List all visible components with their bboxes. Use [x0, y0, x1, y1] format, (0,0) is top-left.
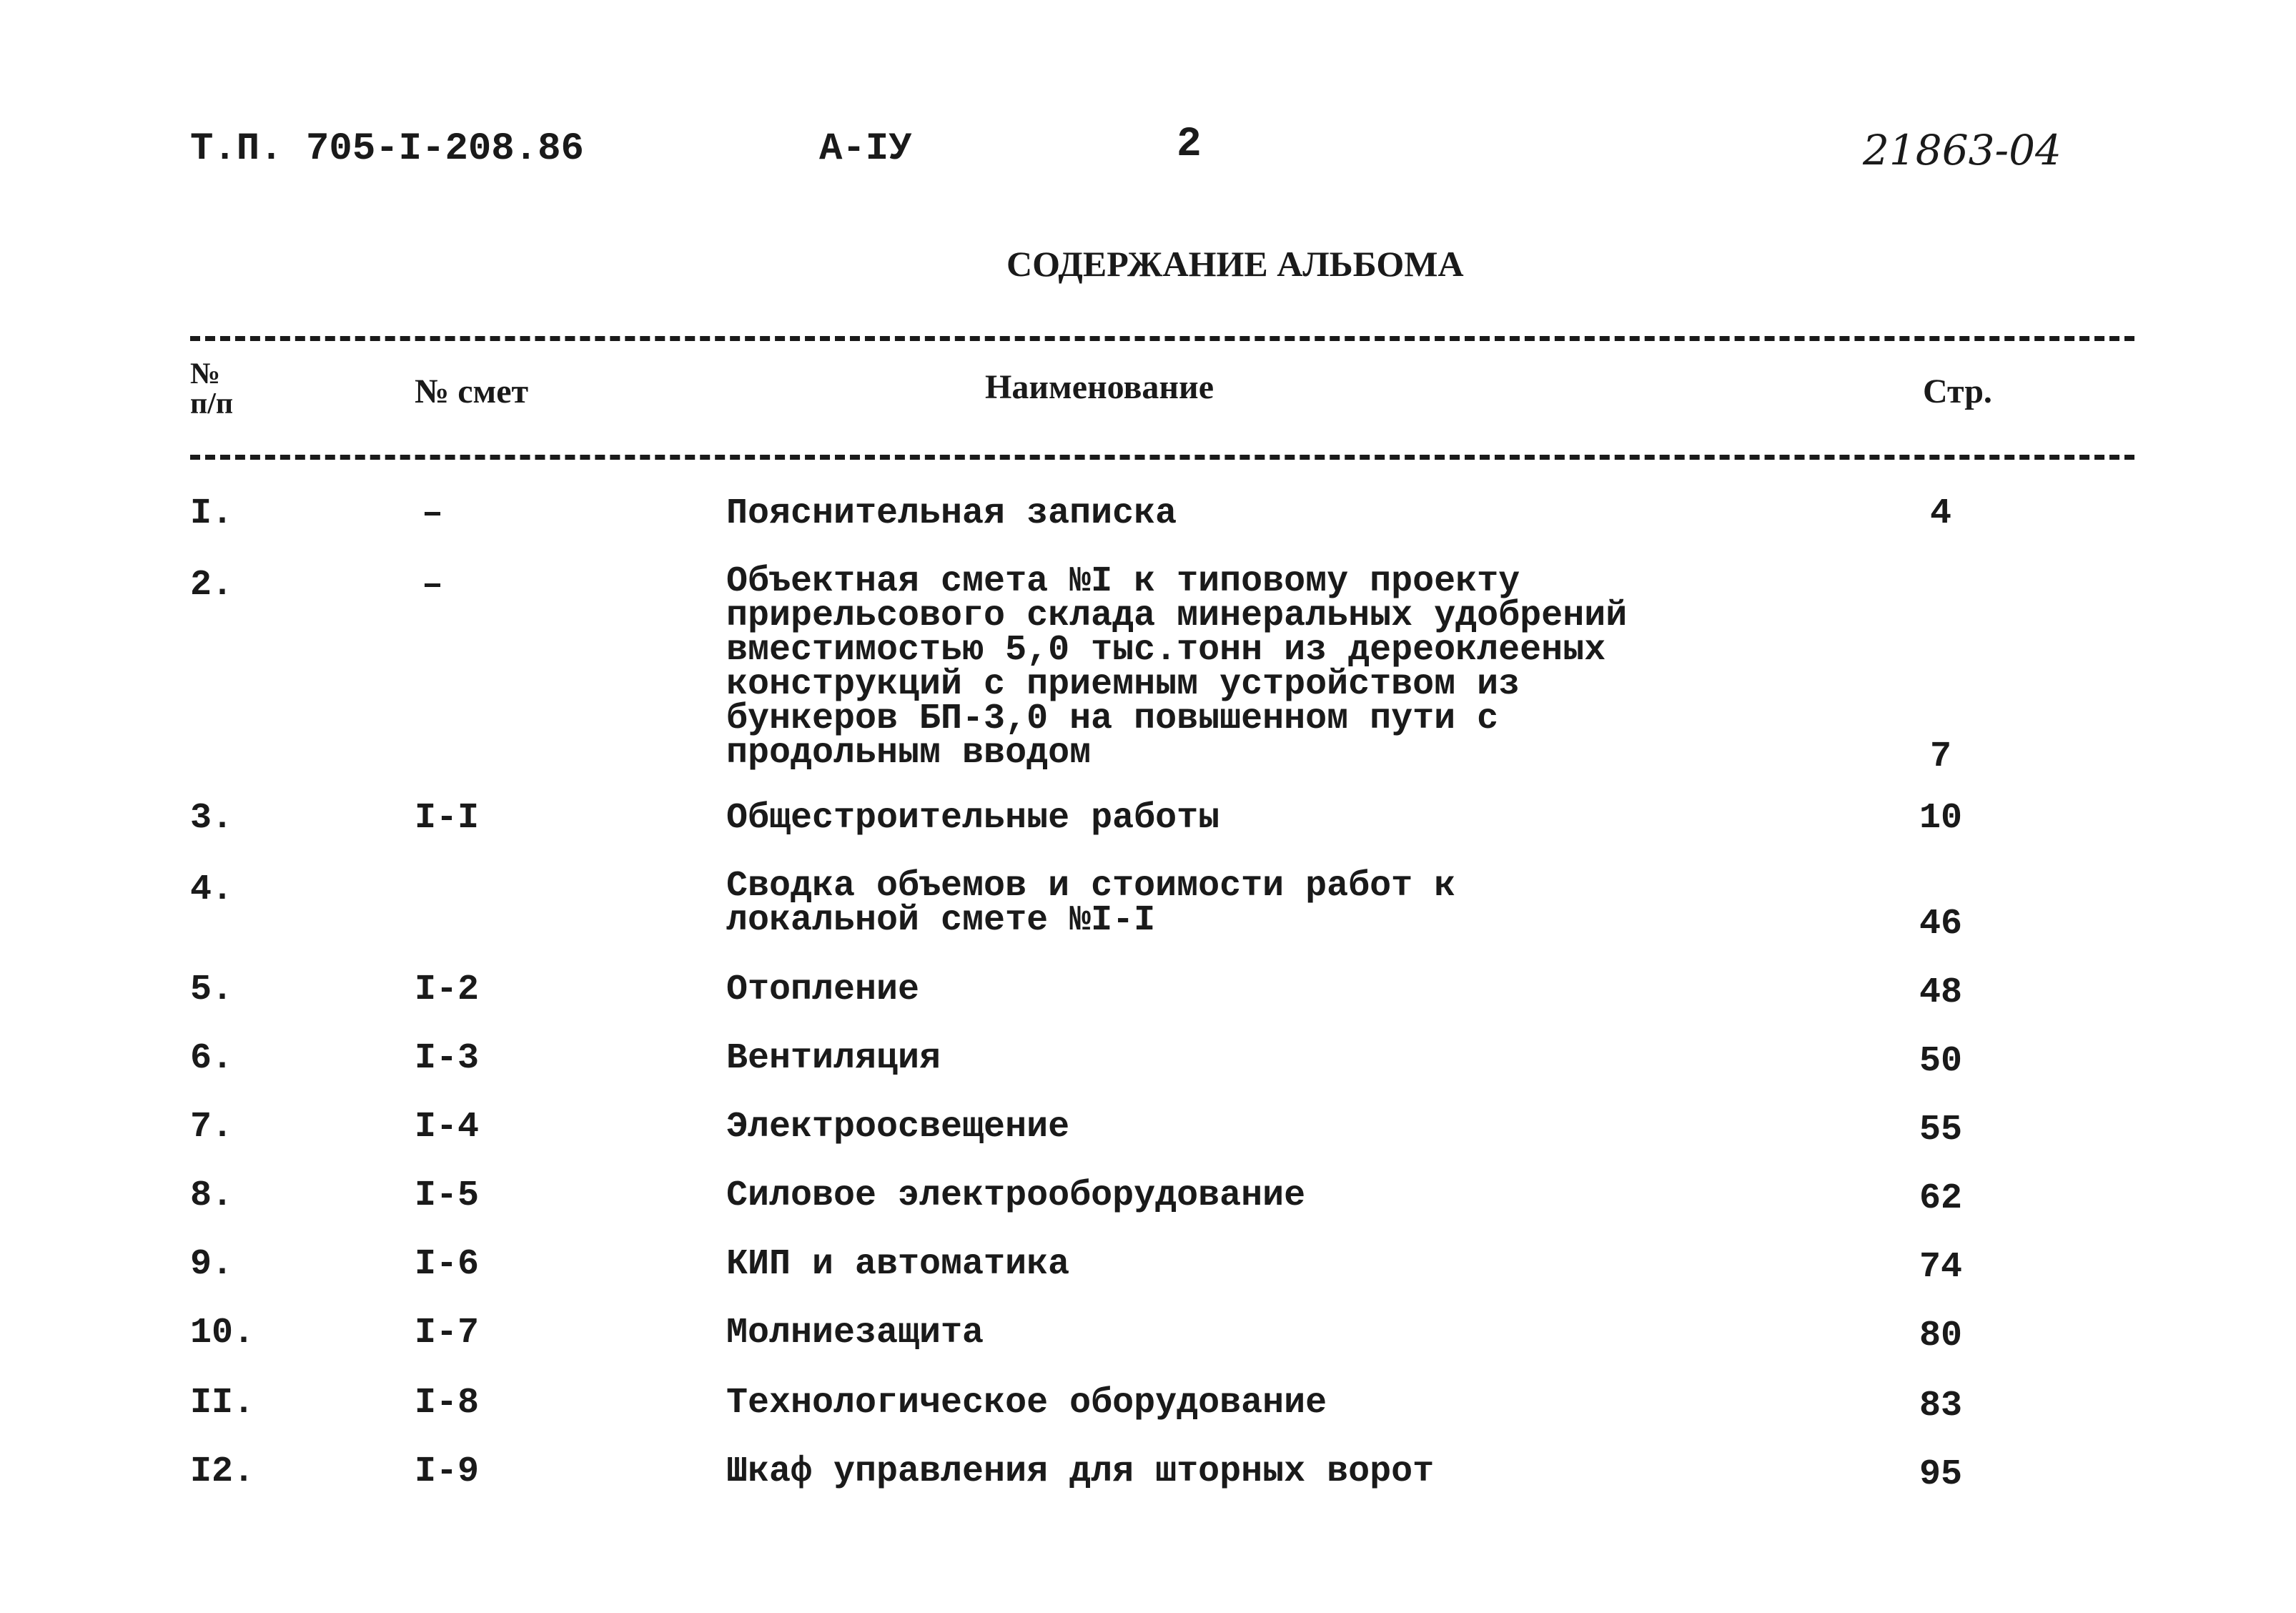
- row-page: 95: [1919, 1454, 1962, 1495]
- row-smeta: I-8: [415, 1383, 480, 1424]
- row-page: 48: [1919, 972, 1962, 1013]
- column-header-name: Наименование: [985, 368, 1214, 406]
- row-num: II.: [190, 1383, 255, 1424]
- row-name: Отопление: [726, 970, 920, 1010]
- column-header-num: № п/п: [190, 357, 234, 420]
- row-name: Общестроительные работы: [726, 798, 1220, 839]
- row-smeta: I-2: [415, 970, 480, 1010]
- row-num: 5.: [190, 970, 234, 1010]
- row-page: 7: [1929, 736, 1951, 777]
- row-num: 8.: [190, 1175, 234, 1216]
- column-header-page: Стр.: [1923, 373, 1992, 410]
- row-page: 4: [1929, 493, 1951, 534]
- page-number: 2: [1177, 122, 1202, 168]
- row-page: 46: [1919, 904, 1962, 944]
- row-smeta: I-I: [415, 798, 480, 839]
- row-page: 10: [1919, 798, 1962, 839]
- row-num: I2.: [190, 1451, 255, 1492]
- row-name: Сводка объемов и стоимости работ к локальной смете №I-I: [726, 866, 1456, 941]
- row-smeta: I-6: [415, 1244, 480, 1285]
- row-name: Электроосвещение: [726, 1107, 1070, 1148]
- row-page: 50: [1919, 1041, 1962, 1082]
- row-smeta: I-3: [415, 1038, 480, 1079]
- row-num: 6.: [190, 1038, 234, 1079]
- row-num: 2.: [190, 565, 234, 606]
- row-name: КИП и автоматика: [726, 1244, 1070, 1285]
- column-header-smeta: № смет: [415, 373, 529, 410]
- table-header-divider: [190, 455, 2134, 460]
- row-smeta: I-7: [415, 1313, 480, 1353]
- row-num: 10.: [190, 1313, 255, 1353]
- row-page: 80: [1919, 1316, 1962, 1356]
- row-page: 62: [1919, 1178, 1962, 1219]
- document-designation: Т.П. 705-I-208.86: [190, 127, 584, 171]
- row-page: 74: [1919, 1247, 1962, 1288]
- row-num: 9.: [190, 1244, 234, 1285]
- row-smeta: I-5: [415, 1175, 480, 1216]
- page-title: СОДЕРЖАНИЕ АЛЬБОМА: [1006, 244, 1464, 284]
- row-smeta: I-9: [415, 1451, 480, 1492]
- row-smeta: I-4: [415, 1107, 480, 1148]
- row-name: Молниезащита: [726, 1313, 984, 1353]
- row-name: Пояснительная записка: [726, 493, 1177, 534]
- row-name: Объектная смета №I к типовому проекту прирельсового склада минеральных удобрений вместимостью 5,0 тыс.тонн из дереоклееных конструкций с приемным устройством из бункеров БП-3,0 на повышенном пути с продольным вводом: [726, 561, 1628, 774]
- row-num: 7.: [190, 1107, 234, 1148]
- row-smeta: –: [422, 493, 444, 534]
- row-num: 4.: [190, 869, 234, 910]
- handwritten-code: 21863-04: [1863, 126, 2062, 174]
- row-name: Вентиляция: [726, 1038, 941, 1079]
- row-smeta: –: [422, 565, 444, 606]
- row-num: I.: [190, 493, 234, 534]
- row-name: Шкаф управления для шторных ворот: [726, 1451, 1435, 1492]
- row-page: 83: [1919, 1386, 1962, 1426]
- row-name: Технологическое оборудование: [726, 1383, 1327, 1424]
- row-page: 55: [1919, 1110, 1962, 1150]
- table-top-divider: [190, 336, 2134, 341]
- row-name: Силовое электрооборудование: [726, 1175, 1306, 1216]
- section-number: А-IУ: [819, 127, 912, 171]
- row-num: 3.: [190, 798, 234, 839]
